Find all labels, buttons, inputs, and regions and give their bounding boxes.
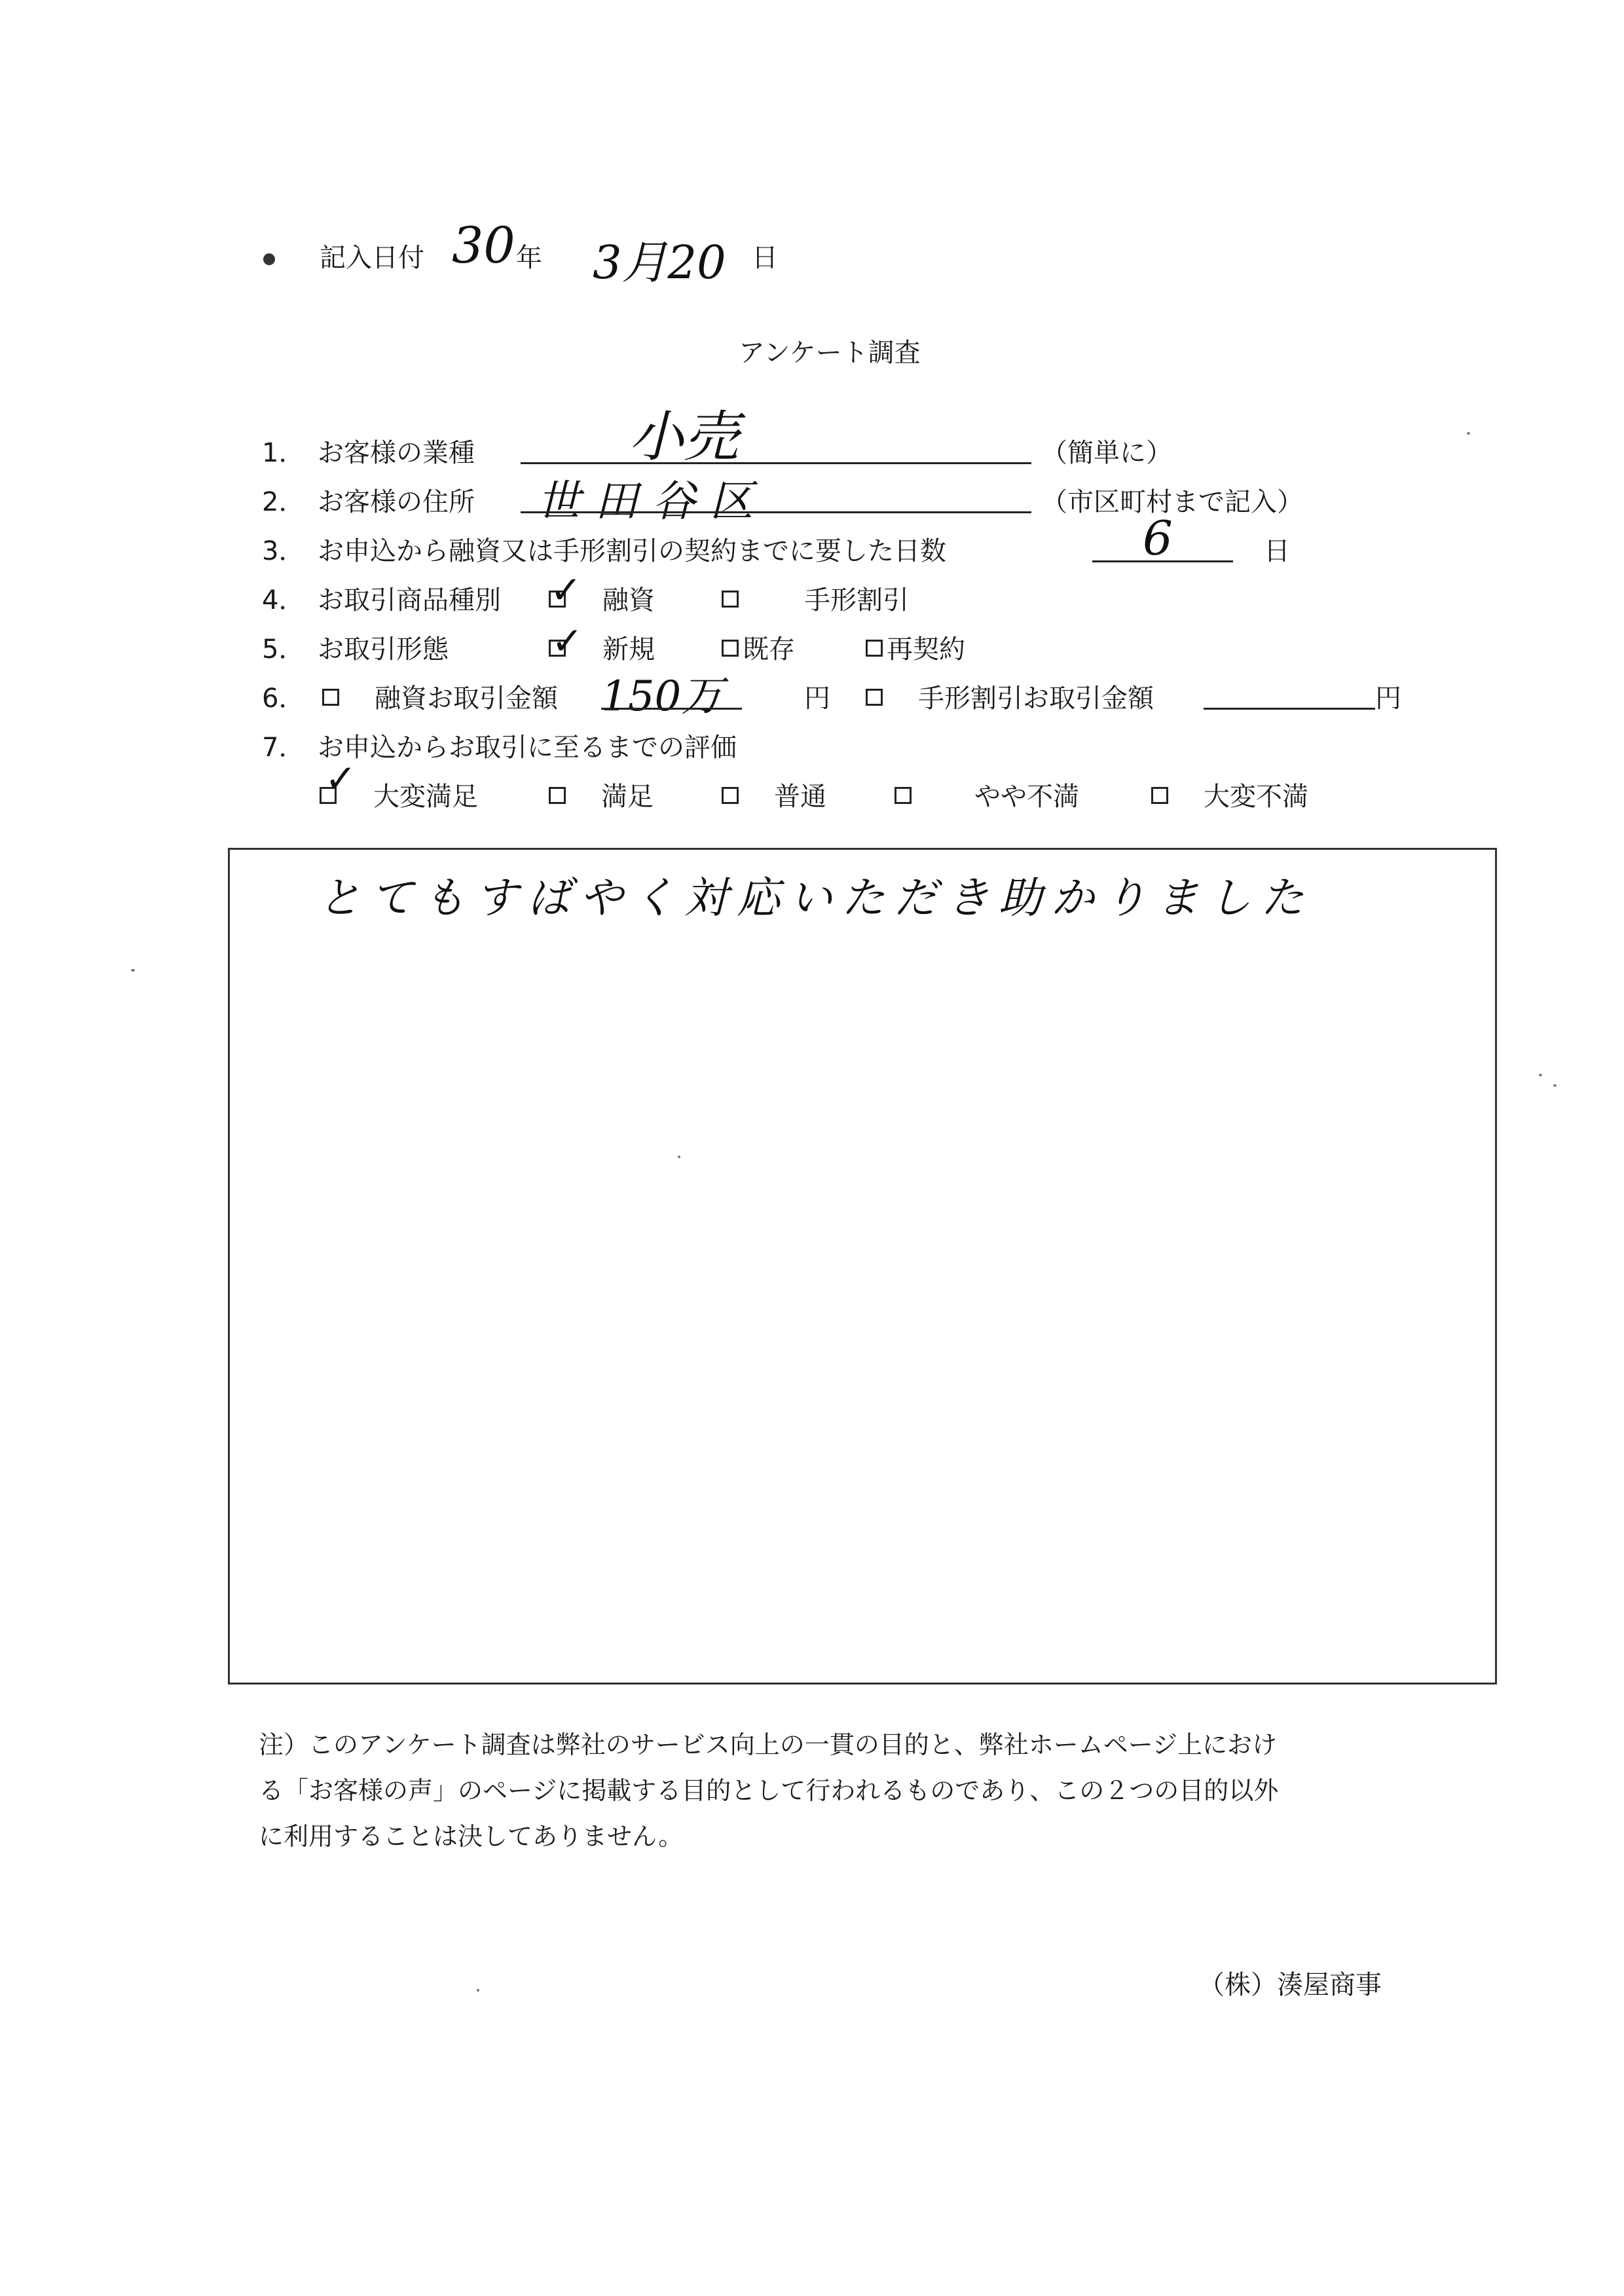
q3-number: 3． [262, 536, 305, 566]
scan-speck [477, 1989, 479, 1992]
date-year-value: 30 [452, 216, 515, 274]
q5-option-existing-checkbox[interactable] [722, 640, 739, 657]
company-name: （株）湊屋商事 [1198, 1970, 1382, 2000]
q7-option-very-satisfied-label: 大変満足 [373, 782, 478, 812]
q1-answer-line [521, 462, 1031, 464]
q5-option-recontract-label: 再契約 [887, 634, 965, 665]
q1-number: 1． [262, 438, 305, 468]
q2-hint: （市区町村まで記入） [1041, 487, 1303, 517]
q6-bill-amount-line [1204, 708, 1375, 710]
q7-option-very-dissatisfied-checkbox[interactable] [1151, 787, 1168, 804]
note-line-3: に利用することは決してありません。 [259, 1822, 684, 1851]
scan-speck [1467, 432, 1470, 435]
q5-option-new-label: 新規 [602, 634, 655, 665]
scan-speck [1553, 1084, 1557, 1087]
scan-speck [1539, 1074, 1542, 1076]
q6-loan-amount-line [601, 708, 742, 710]
q4-option-loan-check-icon: ✓ [550, 568, 582, 612]
q2-answer-line [521, 511, 1031, 513]
scan-speck [131, 969, 135, 972]
q7-option-very-satisfied-check-icon: ✓ [325, 756, 357, 801]
q5-option-new-check-icon: ✓ [551, 619, 583, 663]
note-line-2: る「お客様の声」のページに掲載する目的として行われるものであり、この２つの目的以外 [259, 1776, 1279, 1805]
bullet-dot-icon [263, 253, 275, 265]
q6-loan-amount-unit: 円 [804, 683, 830, 714]
date-year-suffix: 年 [516, 243, 542, 273]
q3-label: お申込から融資又は手形割引の契約までに要した日数 [318, 536, 946, 566]
q3-unit: 日 [1264, 536, 1290, 566]
q6-number: 6． [262, 683, 305, 714]
date-month-day-value: 3月20 [593, 236, 726, 289]
q6-bill-amount-label: 手形割引お取引金額 [918, 683, 1154, 714]
q6-loan-amount-label: 融資お取引金額 [375, 683, 558, 714]
q6-bill-amount-checkbox[interactable] [866, 689, 883, 706]
comment-box[interactable] [228, 848, 1497, 1685]
q1-hint: （簡単に） [1041, 438, 1172, 468]
q7-option-somewhat-dissatisfied-checkbox[interactable] [895, 787, 912, 804]
q4-number: 4． [262, 585, 305, 615]
comment-text: とてもすばやく対応いただき助かりました [318, 873, 1313, 923]
q3-answer: 6 [1143, 511, 1173, 566]
q1-answer: 小売 [629, 405, 739, 469]
q5-option-recontract-checkbox[interactable] [866, 640, 883, 657]
q5-option-existing-label: 既存 [743, 634, 795, 665]
q1-label: お客様の業種 [318, 438, 475, 468]
q7-option-neutral-label: 普通 [774, 782, 826, 812]
q4-option-bill-label: 手形割引 [804, 585, 909, 615]
q7-option-neutral-checkbox[interactable] [722, 787, 739, 804]
q6-loan-amount-value: 150万 [601, 672, 724, 721]
scan-speck [678, 1156, 680, 1158]
q3-answer-line [1092, 560, 1233, 562]
date-day-suffix: 日 [752, 243, 778, 273]
q2-number: 2． [262, 487, 305, 517]
note-line-1: 注）このアンケート調査は弊社のサービス向上の一貫の目的と、弊社ホームページ上におけ [259, 1730, 1277, 1759]
q4-option-loan-label: 融資 [602, 585, 655, 615]
q6-bill-amount-unit: 円 [1375, 683, 1401, 714]
q7-option-somewhat-dissatisfied-label: やや不満 [974, 782, 1079, 812]
q6-loan-amount-checkbox[interactable] [322, 689, 339, 706]
q5-number: 5． [262, 634, 305, 665]
q7-option-satisfied-label: 満足 [601, 782, 654, 812]
survey-title: アンケート調査 [739, 338, 921, 368]
q4-label: お取引商品種別 [318, 585, 501, 615]
q7-number: 7． [262, 733, 305, 763]
date-label: 記入日付 [320, 243, 424, 273]
q4-option-bill-checkbox[interactable] [722, 591, 739, 608]
q7-label: お申込からお取引に至るまでの評価 [318, 733, 737, 763]
q7-option-very-dissatisfied-label: 大変不満 [1204, 782, 1308, 812]
q2-answer: 世田谷区 [537, 476, 767, 526]
q5-label: お取引形態 [318, 634, 449, 665]
q2-label: お客様の住所 [318, 487, 475, 517]
q7-option-satisfied-checkbox[interactable] [549, 787, 566, 804]
